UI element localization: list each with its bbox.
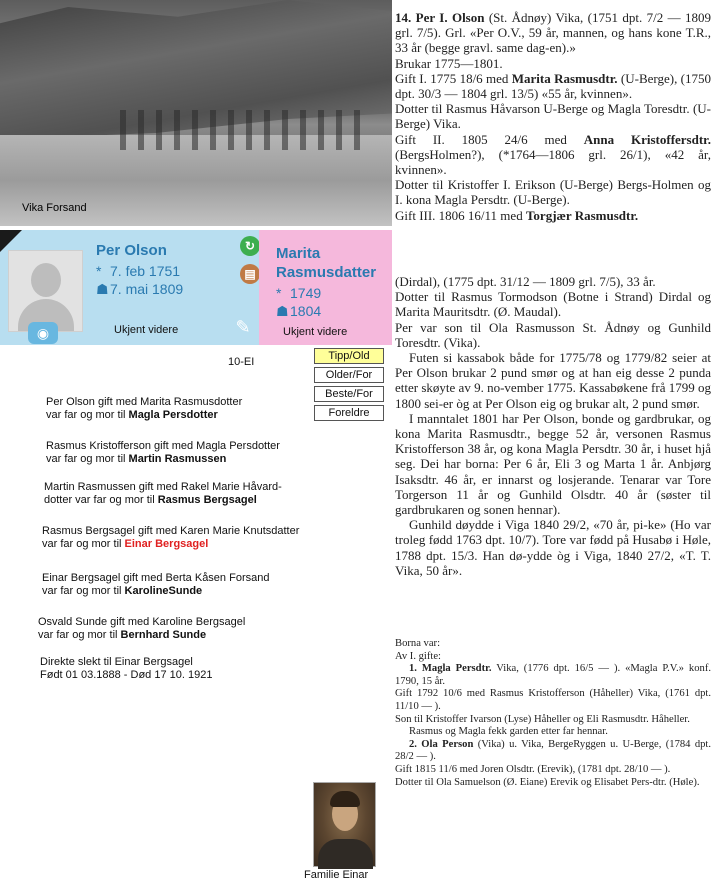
vika-forsand-photo <box>0 0 392 226</box>
nav-button-foreldre[interactable]: Foreldre <box>314 405 384 421</box>
lineage-line1: Rasmus Kristofferson gift med Magla Persdotter <box>46 440 280 452</box>
person-name-last: Rasmusdatter <box>276 264 377 281</box>
lineage-entry <box>42 572 269 598</box>
birth-date-value: 1749 <box>290 285 322 301</box>
lineage-prefix: dotter var far og mor til <box>44 494 158 506</box>
article-paragraph: (Dirdal), (1775 dpt. 31/12 — 1809 grl. 7/5), 33 år. <box>395 274 656 289</box>
portrait-photo <box>313 782 376 867</box>
lineage-line1: Martin Rasmussen gift med Rakel Marie Håvard- <box>44 481 282 493</box>
unknown-further-label: Ukjent videre <box>114 324 179 336</box>
direct-line1: Direkte slekt til Einar Bergsagel <box>40 656 193 668</box>
document-icon[interactable]: ▤ <box>240 264 260 284</box>
nav-button-tipp-old[interactable]: Tipp/Old <box>314 348 384 364</box>
person-name: Per Olson <box>96 242 167 259</box>
avatar-head <box>31 263 61 297</box>
portrait-hair <box>330 791 360 807</box>
lineage-prefix: var far og mor til <box>38 629 121 641</box>
lineage-prefix: var far og mor til <box>42 538 125 550</box>
death-date <box>96 280 183 298</box>
article-paragraph: Gift III. 1806 16/11 med Torgjær Rasmusdtr. <box>395 207 639 223</box>
birth-star-icon: * <box>96 263 102 279</box>
article-paragraph: Borna var: <box>395 638 441 649</box>
article-paragraph: I manntalet 1801 har Per Olson, bonde og gardbrukar, og kona Marita Rasmusdtr., begge 52 år, versonen Rasmus Kristofferson 38 år, og kona Magla Persdtr. 30 år, i huset hjå seg. Dei har borna: Per 6 år, Eli 3 og Marta 1 år. Anbjørg Isaksdtr. 46 år, er innarst og losjerande. Tenarar var Tore Torgerson 11 år og Gunhild Olsdtr. 40 år (søster til gardbrukaren og sonen hennar). <box>395 410 711 518</box>
article-paragraph: 1. Magla Persdtr. Vika, (1776 dpt. 16/5 — ). «Magla P.V.» konf. 1790, 15 år. <box>395 663 711 687</box>
lineage-line1: Rasmus Bergsagel gift med Karen Marie Knutsdatter <box>42 525 300 537</box>
article-paragraph: Dotter til Ola Samuelson (Ø. Eiane) Erevik og Elisabet Pers-dtr. (Høle). <box>395 776 700 788</box>
article-paragraph: 2. Ola Person (Vika) u. Vika, BergeRyggen u. U-Berge, (1784 dpt. 28/2 — ). <box>395 738 711 763</box>
death-date <box>276 302 321 320</box>
lineage-line2 <box>46 409 242 422</box>
photo-caption: Vika Forsand <box>22 202 87 214</box>
article-paragraph: Av I. gifte: <box>395 650 441 662</box>
article-paragraph: Dotter til Rasmus Håvarson U-Berge og Magla Toresdtr. (U-Berge) Vika. <box>395 101 711 132</box>
nav-button-older-for[interactable]: Older/For <box>314 367 384 383</box>
lineage-line1: Einar Bergsagel gift med Berta Kåsen Forsand <box>42 572 270 584</box>
lineage-entry <box>46 440 280 466</box>
portrait-suit <box>318 839 373 869</box>
lineage-child-name: Rasmus Bergsagel <box>157 494 257 506</box>
lineage-child-name: Einar Bergsagel <box>124 538 209 550</box>
birth-star-icon: * <box>276 285 282 301</box>
lineage-line2 <box>42 538 299 551</box>
lineage-entry <box>44 481 282 507</box>
article-paragraph: Gift 1792 10/6 med Rasmus Kristofferson (Håheller) Vika, (1761 dpt. 11/10 — ). <box>395 688 711 712</box>
lineage-line2 <box>46 453 280 466</box>
lineage-prefix: var far og mor til <box>46 453 129 465</box>
lineage-child-name: KarolineSunde <box>124 585 203 597</box>
lineage-child-name: Bernhard Sunde <box>120 629 207 641</box>
article-paragraph: Per var son til Ola Rasmusson St. Ådnøy og Gunhild Toresdtr. (Vika). <box>395 319 711 350</box>
nav-button-beste-for[interactable]: Beste/For <box>314 386 384 402</box>
pencil-icon[interactable]: ✎ <box>235 317 251 337</box>
article-paragraph: Gift II. 1805 24/6 med Anna Kristoffersdtr. (BergsHolmen?), (*1764—1806 grl. 26/1), «42 år, kvinnen». <box>395 131 712 178</box>
person-card-per-olson[interactable] <box>0 230 259 345</box>
article-paragraph: Dotter til Kristoffer I. Erikson (U-Berge) Bergs-Holmen og I. kona Magla Persdtr. (U-Berge). <box>395 177 711 208</box>
lineage-child-name: Martin Rasmussen <box>128 453 227 465</box>
boats-shape <box>120 110 360 150</box>
article-paragraph: 14. Per I. Olson (St. Ådnøy) Vika, (1751 dpt. 7/2 — 1809 grl. 7/5). Grl. «Per O.V., 59 år, mannen, og hans kone T.R., 33 år (begge gravl. same dag-en).» <box>395 10 711 56</box>
birth-date <box>96 262 180 280</box>
camera-icon[interactable]: ◉ <box>28 322 58 344</box>
article-text-middle <box>395 274 711 578</box>
generation-code-label: 10-EI <box>228 356 255 368</box>
lineage-line1: Osvald Sunde gift med Karoline Bergsagel <box>38 616 246 628</box>
birth-date <box>276 284 321 302</box>
article-paragraph: Brukar 1775—1801. <box>395 55 503 71</box>
lineage-line2 <box>44 494 282 507</box>
person-name-first: Marita <box>276 245 321 262</box>
person-card-marita-rasmusdatter[interactable] <box>259 230 392 345</box>
article-text-top <box>395 10 711 223</box>
article-text-bottom <box>395 638 711 789</box>
article-paragraph: Rasmus og Magla fekk garden etter far hennar. <box>409 726 608 738</box>
lineage-entry <box>38 616 245 642</box>
article-paragraph: Gunhild døydde i Viga 1840 29/2, «70 år, pi-ke» (Ho var troleg fødd 1763 dpt. 10/7). Tore var fødd på Husabø i Høle, 1788 dpt. 15/3. Han dø-ydde òg i Viga, 1840 27/2, «T. T. Vika, 50 år». <box>395 517 711 578</box>
birth-date-value: 7. feb 1751 <box>110 263 181 279</box>
refresh-icon[interactable]: ↻ <box>240 236 260 256</box>
article-paragraph: Dotter til Rasmus Tormodson (Botne i Strand) Dirdal og Marita Mauritsdtr. (Ø. Maudal). <box>395 289 711 320</box>
direct-lineage-note <box>40 656 212 682</box>
lineage-line2 <box>42 585 269 598</box>
lineage-entry <box>42 525 299 551</box>
direct-line2: Født 01 03.1888 - Død 17 10. 1921 <box>40 669 213 681</box>
death-date-value: 1804 <box>290 303 322 319</box>
lineage-entry <box>46 396 242 422</box>
lineage-line1: Per Olson gift med Marita Rasmusdotter <box>46 396 243 408</box>
article-paragraph: Gift 1815 11/6 med Joren Olsdtr. (Erevik), (1781 dpt. 28/10 — ). <box>395 763 671 775</box>
unknown-further-label: Ukjent videre <box>283 326 348 338</box>
article-paragraph: Futen si kassabok både for 1775/78 og 1779/82 seier at Per Olson brukar 2 pund smør og at han eig desse 2 punda etter skøyte av 9. no-vember 1775. Kassabøkene frå 1799 og 1800 sei-er òg at Per Olson eig og brukar alt, 2 pund smør. <box>395 350 711 411</box>
article-paragraph: Son til Kristoffer Ivarson (Lyse) Håheller og Eli Rasmusdtr. Håheller. <box>395 713 690 725</box>
lineage-line2 <box>38 629 245 642</box>
card-corner-marker <box>0 230 22 252</box>
lineage-child-name: Magla Persdotter <box>128 409 218 421</box>
lineage-prefix: var far og mor til <box>46 409 129 421</box>
article-paragraph: Gift I. 1775 18/6 med Marita Rasmusdtr. (U-Berge), (1750 dpt. 30/3 — 1804 grl. 13/5) «55 år, kvinnen». <box>395 70 712 102</box>
portrait-caption: Familie Einar <box>304 869 369 881</box>
lineage-prefix: var far og mor til <box>42 585 125 597</box>
avatar-placeholder <box>8 250 83 332</box>
grave-icon: ☗ <box>276 303 289 319</box>
grave-icon: ☗ <box>96 281 109 297</box>
death-date-value: 7. mai 1809 <box>110 281 184 297</box>
